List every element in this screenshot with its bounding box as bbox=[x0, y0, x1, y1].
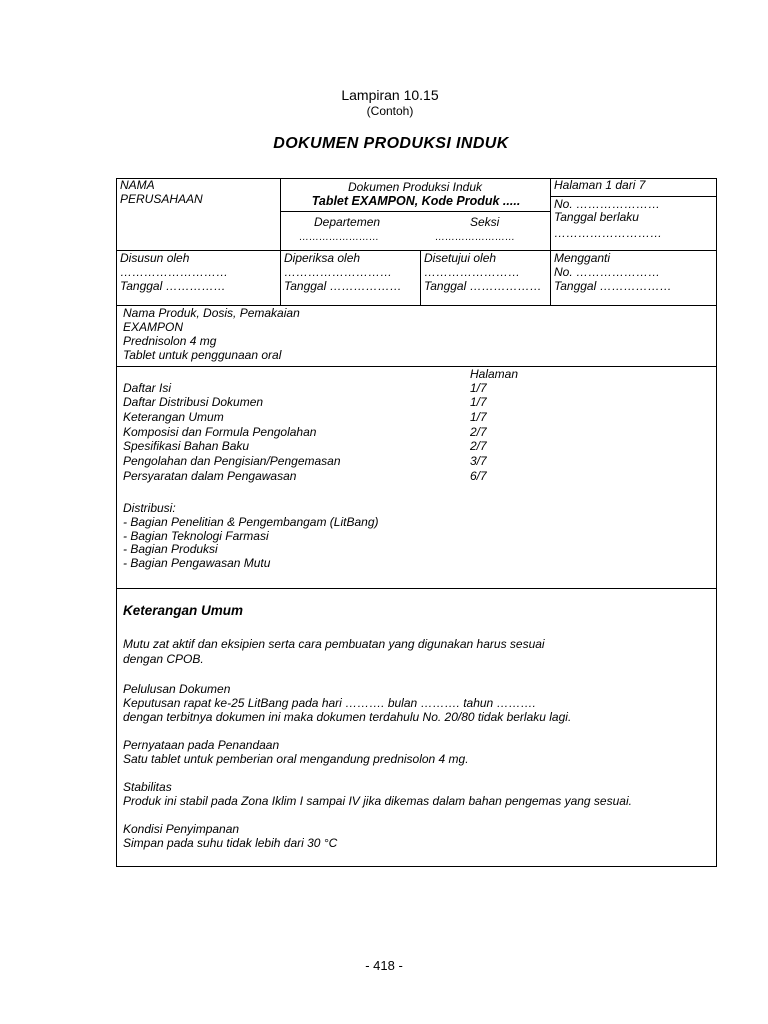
toc-item-page: 1/7 bbox=[470, 381, 487, 395]
disusun-tanggal-field[interactable]: Tanggal …………… bbox=[120, 279, 226, 293]
toc-item-label: Daftar Distribusi Dokumen bbox=[123, 395, 264, 409]
toc-item-page: 1/7 bbox=[470, 395, 487, 409]
kondisi-text: Simpan pada suhu tidak lebih dari 30 °C bbox=[123, 836, 338, 850]
tanggal-berlaku-field[interactable]: ……………………… bbox=[554, 226, 662, 240]
mengganti-nomor-field[interactable]: No. ………………… bbox=[554, 265, 661, 279]
seksi-label: Seksi bbox=[470, 215, 500, 229]
halaman-label: Halaman 1 dari 7 bbox=[554, 178, 646, 192]
tablet-kode-produk: Tablet EXAMPON, Kode Produk ..... bbox=[311, 194, 521, 208]
toc-item-page: 1/7 bbox=[470, 410, 487, 424]
table-rule-2 bbox=[280, 211, 550, 212]
table-border-right bbox=[716, 178, 717, 867]
departemen-label: Departemen bbox=[314, 215, 381, 229]
mutu-text-1: Mutu zat aktif dan eksipien serta cara pembuatan yang digunakan harus sesuai bbox=[123, 637, 545, 651]
stabilitas-text: Produk ini stabil pada Zona Iklim I sampai IV jika dikemas dalam bahan pengemas yang sesuai. bbox=[123, 794, 632, 808]
toc-item-page: 2/7 bbox=[470, 439, 487, 453]
nomor-field[interactable]: No. ………………… bbox=[554, 197, 661, 211]
diperiksa-tanggal-field[interactable]: Tanggal ……………… bbox=[284, 279, 402, 293]
diperiksa-oleh-field[interactable]: ……………………… bbox=[284, 265, 392, 279]
table-rule-6 bbox=[116, 588, 717, 589]
keterangan-umum-heading: Keterangan Umum bbox=[123, 603, 244, 618]
toc-halaman-header: Halaman bbox=[470, 367, 519, 381]
diperiksa-oleh-label: Diperiksa oleh bbox=[284, 251, 361, 265]
toc-item-page: 3/7 bbox=[470, 454, 487, 468]
nama-perusahaan-label-1: NAMA bbox=[120, 178, 155, 192]
product-name: EXAMPON bbox=[123, 320, 184, 334]
table-rule-5 bbox=[116, 366, 717, 367]
disusun-oleh-field[interactable]: ……………………… bbox=[120, 265, 228, 279]
distribusi-item: - Bagian Pengawasan Mutu bbox=[123, 556, 271, 570]
disetujui-oleh-label: Disetujui oleh bbox=[424, 251, 497, 265]
toc-item-label: Persyaratan dalam Pengawasan bbox=[123, 469, 297, 483]
toc-item-page: 2/7 bbox=[470, 425, 487, 439]
mengganti-tanggal-field[interactable]: Tanggal ……………… bbox=[554, 279, 672, 293]
pernyataan-heading: Pernyataan pada Penandaan bbox=[123, 738, 280, 752]
distribusi-item: - Bagian Produksi bbox=[123, 542, 218, 556]
tanggal-berlaku-label: Tanggal berlaku bbox=[554, 210, 639, 224]
mutu-text-2: dengan CPOB. bbox=[123, 652, 204, 666]
disetujui-oleh-field[interactable]: …………………… bbox=[424, 265, 520, 279]
product-heading: Nama Produk, Dosis, Pemakaian bbox=[123, 306, 300, 320]
toc-item-page: 6/7 bbox=[470, 469, 487, 483]
departemen-field[interactable]: …………………… bbox=[299, 232, 379, 243]
toc-item-label: Keterangan Umum bbox=[123, 410, 224, 424]
product-usage: Tablet untuk penggunaan oral bbox=[123, 348, 282, 362]
mengganti-label: Mengganti bbox=[554, 251, 611, 265]
table-rule-3 bbox=[116, 250, 717, 251]
table-border-bottom bbox=[116, 866, 717, 867]
pelulusan-heading: Pelulusan Dokumen bbox=[123, 682, 231, 696]
toc-item-label: Pengolahan dan Pengisian/Pengemasan bbox=[123, 454, 341, 468]
disusun-oleh-label: Disusun oleh bbox=[120, 251, 190, 265]
page-number: - 418 - bbox=[365, 958, 403, 973]
toc-item-label: Daftar Isi bbox=[123, 381, 172, 395]
table-col-2 bbox=[420, 250, 421, 306]
distribusi-item: - Bagian Teknologi Farmasi bbox=[123, 529, 269, 543]
distribusi-title: Distribusi: bbox=[123, 501, 176, 515]
stabilitas-heading: Stabilitas bbox=[123, 780, 172, 794]
document-title: DOKUMEN PRODUKSI INDUK bbox=[273, 135, 509, 152]
pelulusan-text-1: Keputusan rapat ke-25 LitBang pada hari ………. bulan ………. tahun ………. bbox=[123, 696, 536, 710]
lampiran-label: Lampiran 10.15 bbox=[341, 87, 439, 103]
distribusi-item: - Bagian Penelitian & Pengembangam (LitBang) bbox=[123, 515, 379, 529]
kondisi-heading: Kondisi Penyimpanan bbox=[123, 822, 240, 836]
contoh-label: (Contoh) bbox=[366, 104, 414, 118]
product-dose: Prednisolon 4 mg bbox=[123, 334, 217, 348]
dokumen-produksi-induk-label: Dokumen Produksi Induk bbox=[347, 180, 483, 194]
pernyataan-text: Satu tablet untuk pemberian oral mengandung prednisolon 4 mg. bbox=[123, 752, 469, 766]
disetujui-tanggal-field[interactable]: Tanggal ……………… bbox=[424, 279, 542, 293]
toc-item-label: Komposisi dan Formula Pengolahan bbox=[123, 425, 317, 439]
toc-item-label: Spesifikasi Bahan Baku bbox=[123, 439, 250, 453]
pelulusan-text-2: dengan terbitnya dokumen ini maka dokumen terdahulu No. 20/80 tidak berlaku lagi. bbox=[123, 710, 572, 724]
seksi-field[interactable]: …………………… bbox=[435, 232, 515, 243]
table-border-left bbox=[116, 178, 117, 867]
nama-perusahaan-label-2: PERUSAHAAN bbox=[120, 192, 203, 206]
